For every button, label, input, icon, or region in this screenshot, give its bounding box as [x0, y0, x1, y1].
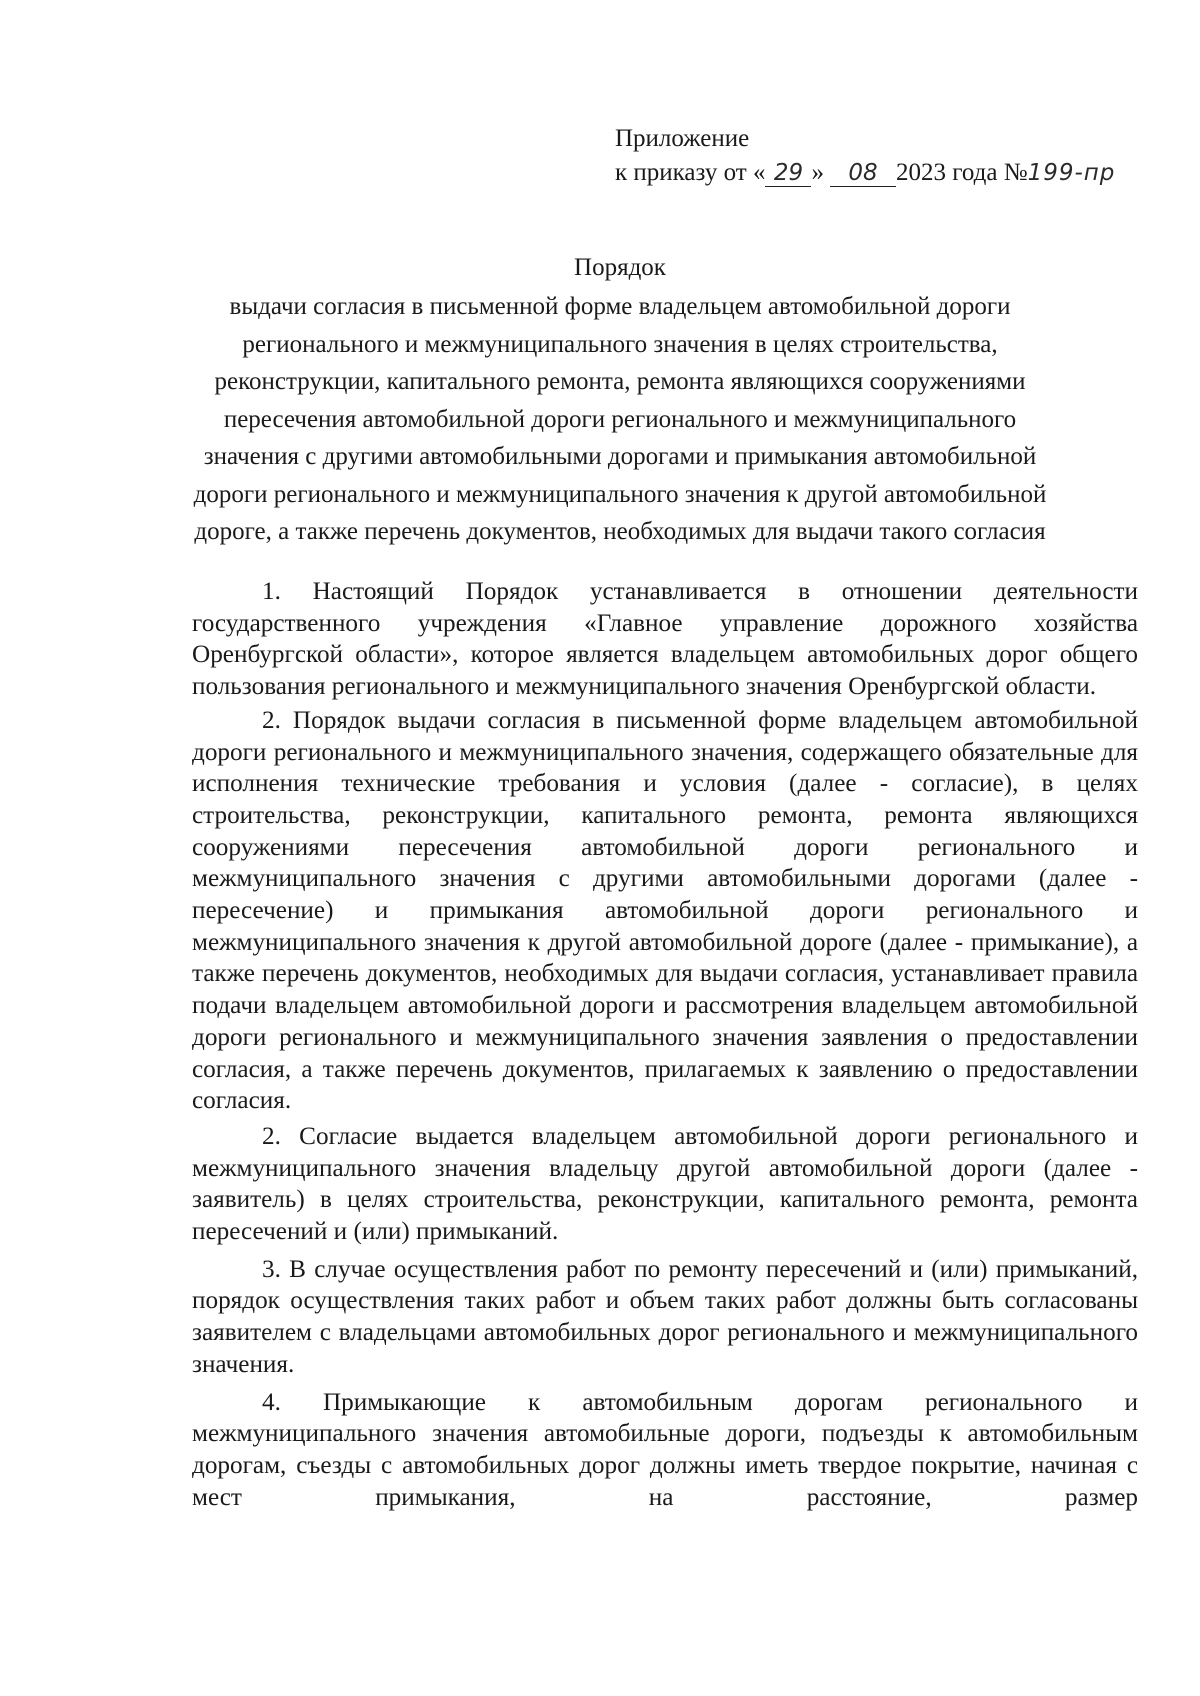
paragraph-3: 2. Согласие выдается владельцем автомобильной дороги регионального и межмуниципального значения владельцу другой автомобильной дороги (далее - заявитель) в целях строительства, реконструкции, капитального ремонта, ремонта пересечений и (или) примыканий.: [192, 1122, 1138, 1246]
appendix-header: [615, 122, 1126, 190]
appendix-title: Приложение: [615, 125, 750, 152]
order-prefix: к приказу от «: [615, 159, 766, 186]
order-number-handwritten: 199-пр: [1027, 160, 1116, 186]
title-heading: Порядок: [574, 254, 666, 281]
paragraph-4: 3. В случае осуществления работ по ремонту пересечений и (или) примыканий, порядок осуществления таких работ и объем таких работ должны быть согласованы заявителем с владельцами автомобильных дорог регионального и межмуниципального значения.: [192, 1255, 1138, 1378]
paragraph-1: 1. Настоящий Порядок устанавливается в отношении деятельности государственного учреждения «Главное управление дорожного хозяйства Оренбургской области», которое является владельцем автомобильных дорог общего пользования регионального и межмуниципального значения Оренбургской области.: [192, 578, 1138, 701]
title-subtitle: выдачи согласия в письменной форме владельцем автомобильной дороги регионального и межмуниципального значения в целях строительства, реконструкции, капитального ремонта, ремонта являющихся сооружениями пересечения автомобильной дороги регионального и межмуниципального значения с другими автомобильными дорогами и примыкания автомобильной дороги регионального и межмуниципального значения к другой автомобильной дороге, а также перечень документов, необходимых для выдачи такого согласия: [193, 293, 1047, 545]
order-year-text: 2023 года №: [895, 159, 1028, 186]
order-reference: [615, 156, 1126, 190]
order-mid: »: [811, 159, 824, 186]
order-day-handwritten: 29: [765, 160, 811, 187]
document-body: [192, 576, 1138, 1513]
order-month-handwritten: 08: [830, 160, 896, 187]
paragraph-2: 2. Порядок выдачи согласия в письменной форме владельцем автомобильной дороги регионального и межмуниципального значения, содержащего обязательные для исполнения технические требования и условия (далее - согласие), в целях строительства, реконструкции, капитального ремонта, ремонта являющихся сооружениями пересечения автомобильной дороги регионального и межмуниципального значения с другими автомобильными дорогами (далее - пересечение) и примыкания автомобильной дороги регионального и межмуниципального значения к другой автомобильной дороге (далее - примыкание), а также перечень документов, необходимых для выдачи согласия, устанавливает правила подачи владельцем автомобильной дороги и рассмотрения владельцем автомобильной дороги регионального и межмуниципального значения заявления о предоставлении согласия, а также перечень документов, прилагаемых к заявлению о предоставлении согласия.: [192, 706, 1138, 1115]
document-title: [190, 248, 1050, 551]
paragraph-5: 4. Примыкающие к автомобильным дорогам регионального и межмуниципального значения автомобильные дороги, подъезды к автомобильным дорогам, съезды с автомобильных дорог должны иметь твердое покрытие, начиная с мест примыкания, на расстояние, размер: [192, 1388, 1138, 1511]
